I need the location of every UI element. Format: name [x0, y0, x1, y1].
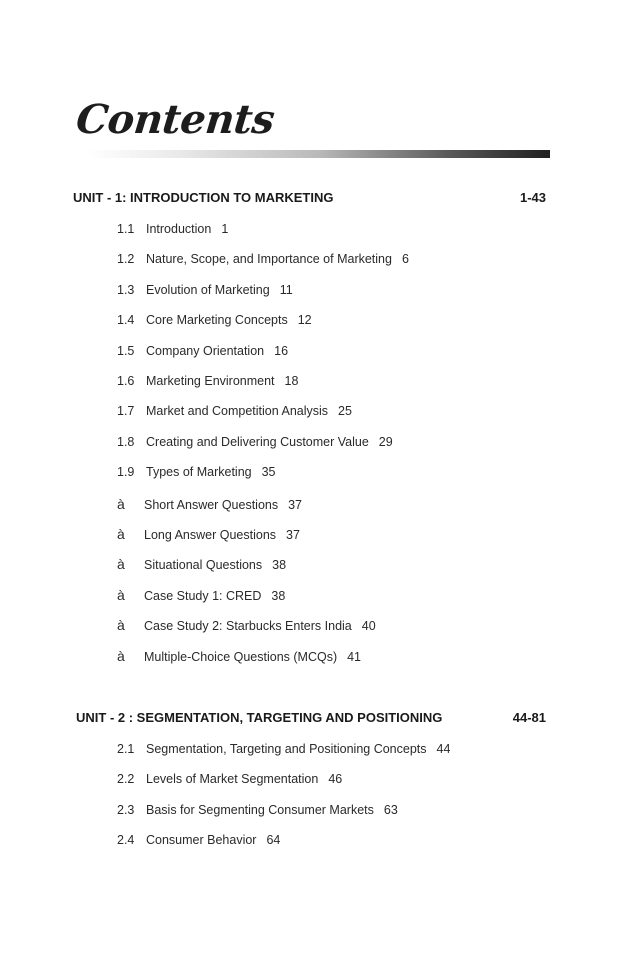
toc-entry-title: Nature, Scope, and Importance of Marketing	[146, 252, 392, 267]
toc-entry	[117, 313, 312, 327]
toc-entry	[117, 222, 228, 236]
toc-entry	[117, 556, 286, 572]
toc-entry	[117, 465, 276, 479]
toc-entry-page: 46	[328, 772, 343, 787]
toc-entry-title: Long Answer Questions	[144, 528, 277, 542]
toc-entry-page: 38	[271, 588, 286, 603]
toc-bullet: à	[117, 647, 125, 664]
toc-entry-number: 1.2	[117, 252, 135, 267]
unit-page-range: 44-81	[512, 710, 546, 725]
toc-entry	[117, 617, 376, 633]
toc-entry-number: 1.5	[117, 343, 135, 358]
toc-entry-number: 2.3	[117, 802, 135, 817]
toc-entry-title: Case Study 2: Starbucks Enters India	[144, 619, 352, 634]
toc-entry-number: 1.6	[117, 374, 135, 388]
toc-entry-page: 12	[297, 313, 312, 328]
toc-entry-page: 16	[274, 343, 289, 358]
toc-entry-title: Introduction	[146, 222, 212, 236]
toc-entry-title: Case Study 1: CRED	[144, 588, 262, 603]
toc-entry-title: Types of Marketing	[146, 465, 252, 480]
toc-entry-page: 64	[266, 833, 281, 848]
toc-entry-title: Consumer Behavior	[146, 833, 257, 848]
toc-entry	[117, 772, 342, 786]
toc-entry-page: 63	[383, 802, 398, 817]
toc-entry	[117, 833, 280, 847]
toc-bullet: à	[117, 526, 125, 542]
heading-rule	[88, 150, 550, 158]
toc-entry-number: 1.8	[117, 434, 135, 449]
toc-entry-page: 37	[286, 528, 300, 542]
toc-entry-page: 18	[284, 374, 299, 388]
toc-entry-page: 41	[347, 649, 362, 664]
toc-entry-page: 40	[361, 619, 376, 634]
toc-entry	[117, 648, 361, 664]
toc-entry-page: 44	[436, 742, 451, 756]
toc-entry	[117, 803, 398, 817]
toc-entry	[117, 404, 352, 418]
toc-entry-number: 1.3	[117, 282, 135, 297]
toc-bullet: à	[117, 556, 125, 573]
toc-entry-page: 1	[221, 222, 229, 236]
unit-title: UNIT - 2 : SEGMENTATION, TARGETING AND POSITIONING	[76, 710, 443, 725]
toc-entry-title: Segmentation, Targeting and Positioning Concepts	[146, 742, 427, 756]
toc-entry-title: Marketing Environment	[146, 374, 275, 388]
toc-entry	[117, 252, 409, 266]
toc-entry-number: 2.2	[117, 772, 135, 787]
toc-entry-number: 1.9	[117, 465, 135, 480]
toc-entry-number: 2.1	[117, 742, 135, 756]
toc-entry-number: 1.4	[117, 313, 135, 328]
toc-bullet: à	[117, 617, 125, 634]
toc-entry-title: Core Marketing Concepts	[146, 313, 288, 328]
unit-page-range: 1-43	[519, 190, 546, 205]
toc-entry	[117, 587, 285, 603]
unit-title: UNIT - 1: INTRODUCTION TO MARKETING	[73, 190, 334, 205]
toc-entry-title: Short Answer Questions	[144, 497, 279, 512]
toc-entry-page: 35	[261, 465, 276, 480]
toc-entry-page: 11	[279, 282, 293, 297]
toc-entry	[117, 374, 298, 388]
toc-entry	[117, 344, 288, 358]
toc-entry-page: 6	[401, 252, 409, 267]
toc-entry	[117, 496, 302, 512]
toc-entry-number: 1.1	[117, 222, 135, 236]
toc-entry	[117, 283, 293, 297]
toc-entry-title: Evolution of Marketing	[146, 282, 270, 297]
toc-entry-title: Levels of Market Segmentation	[146, 772, 319, 787]
toc-entry-title: Company Orientation	[146, 343, 265, 358]
toc-entry-title: Situational Questions	[144, 558, 263, 573]
toc-entry-number: 1.7	[117, 404, 135, 419]
toc-entry-page: 25	[338, 404, 352, 419]
toc-bullet: à	[117, 495, 125, 512]
toc-entry	[117, 435, 393, 449]
page-title: Contents	[74, 96, 277, 143]
toc-entry-page: 38	[272, 558, 287, 573]
toc-entry-title: Creating and Delivering Customer Value	[146, 434, 369, 449]
toc-entry-number: 2.4	[117, 833, 135, 848]
toc-entry-title: Basis for Segmenting Consumer Markets	[146, 802, 374, 817]
toc-entry-page: 37	[288, 497, 303, 512]
toc-entry	[117, 742, 450, 756]
toc-entry-title: Multiple-Choice Questions (MCQs)	[144, 649, 338, 664]
toc-entry-page: 29	[378, 434, 393, 449]
toc-entry-title: Market and Competition Analysis	[146, 404, 329, 419]
toc-entry	[117, 526, 300, 542]
toc-bullet: à	[117, 586, 125, 603]
